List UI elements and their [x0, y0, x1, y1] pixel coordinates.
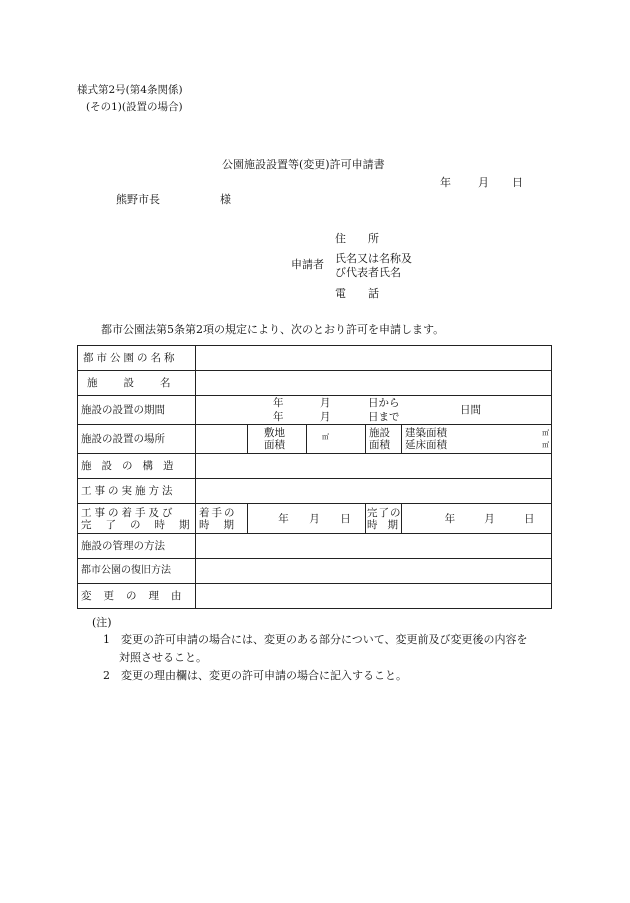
- applicant-address-label: 住 所: [335, 232, 379, 245]
- application-table: [77, 345, 552, 609]
- structure-label: [78, 454, 196, 479]
- schedule-label-2: 完了の時期: [81, 518, 204, 531]
- row-period: [78, 396, 552, 425]
- period-label: 施設の設置の期間: [78, 396, 196, 425]
- applicant-name-label-line1: 氏名又は名称及: [335, 252, 412, 265]
- management-field[interactable]: [196, 534, 552, 559]
- site-area-label-2: 面積: [264, 439, 285, 451]
- period-to-day: 日まで: [368, 411, 400, 423]
- park-name-text: 都市公園の名称: [83, 352, 178, 364]
- floor-area-unit: ㎡: [542, 441, 550, 449]
- structure-field[interactable]: [196, 454, 552, 479]
- honorific: 様: [220, 193, 231, 206]
- end-label-1: 完了の: [367, 506, 402, 519]
- end-label: [366, 504, 408, 534]
- site-area-label: [248, 425, 307, 454]
- start-label-2: 時期: [199, 518, 248, 531]
- building-area-label: 建築面積: [405, 427, 447, 439]
- end-day: 日: [523, 512, 535, 525]
- note-1-line1: 1 変更の許可申請の場合には、変更のある部分について、変更前及び変更後の内容を: [103, 633, 528, 646]
- row-facility-name: [78, 371, 552, 396]
- method-field[interactable]: [196, 479, 552, 504]
- facility-name-text: 施設名: [87, 377, 197, 389]
- park-name-field[interactable]: [196, 346, 552, 371]
- end-month: 月: [484, 512, 495, 525]
- row-method: [78, 479, 552, 504]
- date-year-label: 年: [440, 176, 451, 189]
- facility-area-label-1: 施設: [369, 427, 390, 439]
- end-date-field[interactable]: [402, 504, 552, 534]
- restoration-label: 都市公園の復旧方法: [78, 559, 196, 584]
- row-location: [78, 425, 552, 454]
- facility-area-label-2: 面積: [369, 439, 390, 451]
- location-label: 施設の設置の場所: [78, 425, 196, 454]
- site-area-unit: ㎡: [322, 433, 329, 442]
- floor-area-line: [405, 439, 549, 451]
- method-text: 工事の実施方法: [81, 485, 176, 497]
- period-days: 日間: [460, 404, 481, 416]
- start-label: [196, 504, 248, 534]
- applicant-phone-label: 電 話: [335, 287, 379, 300]
- site-area-label-1: 敷地: [264, 427, 285, 439]
- applicant-label: 申請者: [291, 258, 324, 271]
- end-year: 年: [444, 512, 456, 525]
- start-label-1: 着手の: [199, 506, 237, 519]
- end-date-parts: [402, 513, 551, 525]
- notes-heading: (注): [92, 616, 112, 629]
- row-restoration: [78, 559, 552, 584]
- document-title: 公園施設設置等(変更)許可申請書: [222, 158, 385, 171]
- form-id: 様式第2号(第4条関係): [77, 84, 183, 96]
- facility-name-label: [78, 371, 196, 396]
- restoration-field[interactable]: [196, 559, 552, 584]
- date-day-label: 日: [512, 176, 523, 189]
- start-date-parts: [248, 513, 365, 525]
- reason-text: 変更の理由: [81, 590, 194, 602]
- row-schedule: [78, 504, 552, 534]
- facility-name-field[interactable]: [196, 371, 552, 396]
- location-field[interactable]: [196, 425, 248, 454]
- period-from-day: 日から: [368, 397, 400, 409]
- building-area-line: [405, 427, 549, 439]
- schedule-label-1: 工事の着手及び: [81, 506, 176, 519]
- note-1-line2: 対照させること。: [119, 651, 207, 664]
- applicant-name-label-line2: び代表者氏名: [335, 266, 401, 279]
- form-subtitle: (その1)(設置の場合): [86, 101, 183, 113]
- method-label: [78, 479, 196, 504]
- period-from-year: 年: [273, 397, 284, 409]
- facility-area-field[interactable]: [402, 425, 552, 454]
- structure-text: 施設の構造: [81, 460, 184, 472]
- period-from-month: 月: [320, 397, 331, 409]
- period-to-year: 年: [273, 411, 284, 423]
- reason-label: [78, 584, 196, 609]
- schedule-label: [78, 504, 204, 534]
- period-to-month: 月: [320, 411, 331, 423]
- note-2: 2 変更の理由欄は、変更の許可申請の場合に記入すること。: [103, 669, 407, 682]
- period-field[interactable]: [196, 396, 552, 425]
- floor-area-label: 延床面積: [405, 439, 447, 451]
- row-reason: [78, 584, 552, 609]
- reason-field[interactable]: [196, 584, 552, 609]
- end-label-2: 時期: [367, 518, 408, 531]
- row-park-name: [78, 346, 552, 371]
- start-date-field[interactable]: [248, 504, 366, 534]
- row-structure: [78, 454, 552, 479]
- start-year: 年: [278, 512, 289, 525]
- addressee: 熊野市長: [116, 193, 160, 206]
- management-label: 施設の管理の方法: [78, 534, 196, 559]
- building-area-unit: ㎡: [542, 429, 550, 437]
- site-area-field[interactable]: [307, 425, 366, 454]
- date-month-label: 月: [478, 176, 489, 189]
- park-name-label: [78, 346, 196, 371]
- row-management: [78, 534, 552, 559]
- start-month: 月: [309, 512, 320, 525]
- preamble: 都市公園法第5条第2項の規定により、次のとおり許可を申請します。: [101, 323, 445, 336]
- start-day: 日: [340, 512, 351, 525]
- facility-area-label: [366, 425, 402, 454]
